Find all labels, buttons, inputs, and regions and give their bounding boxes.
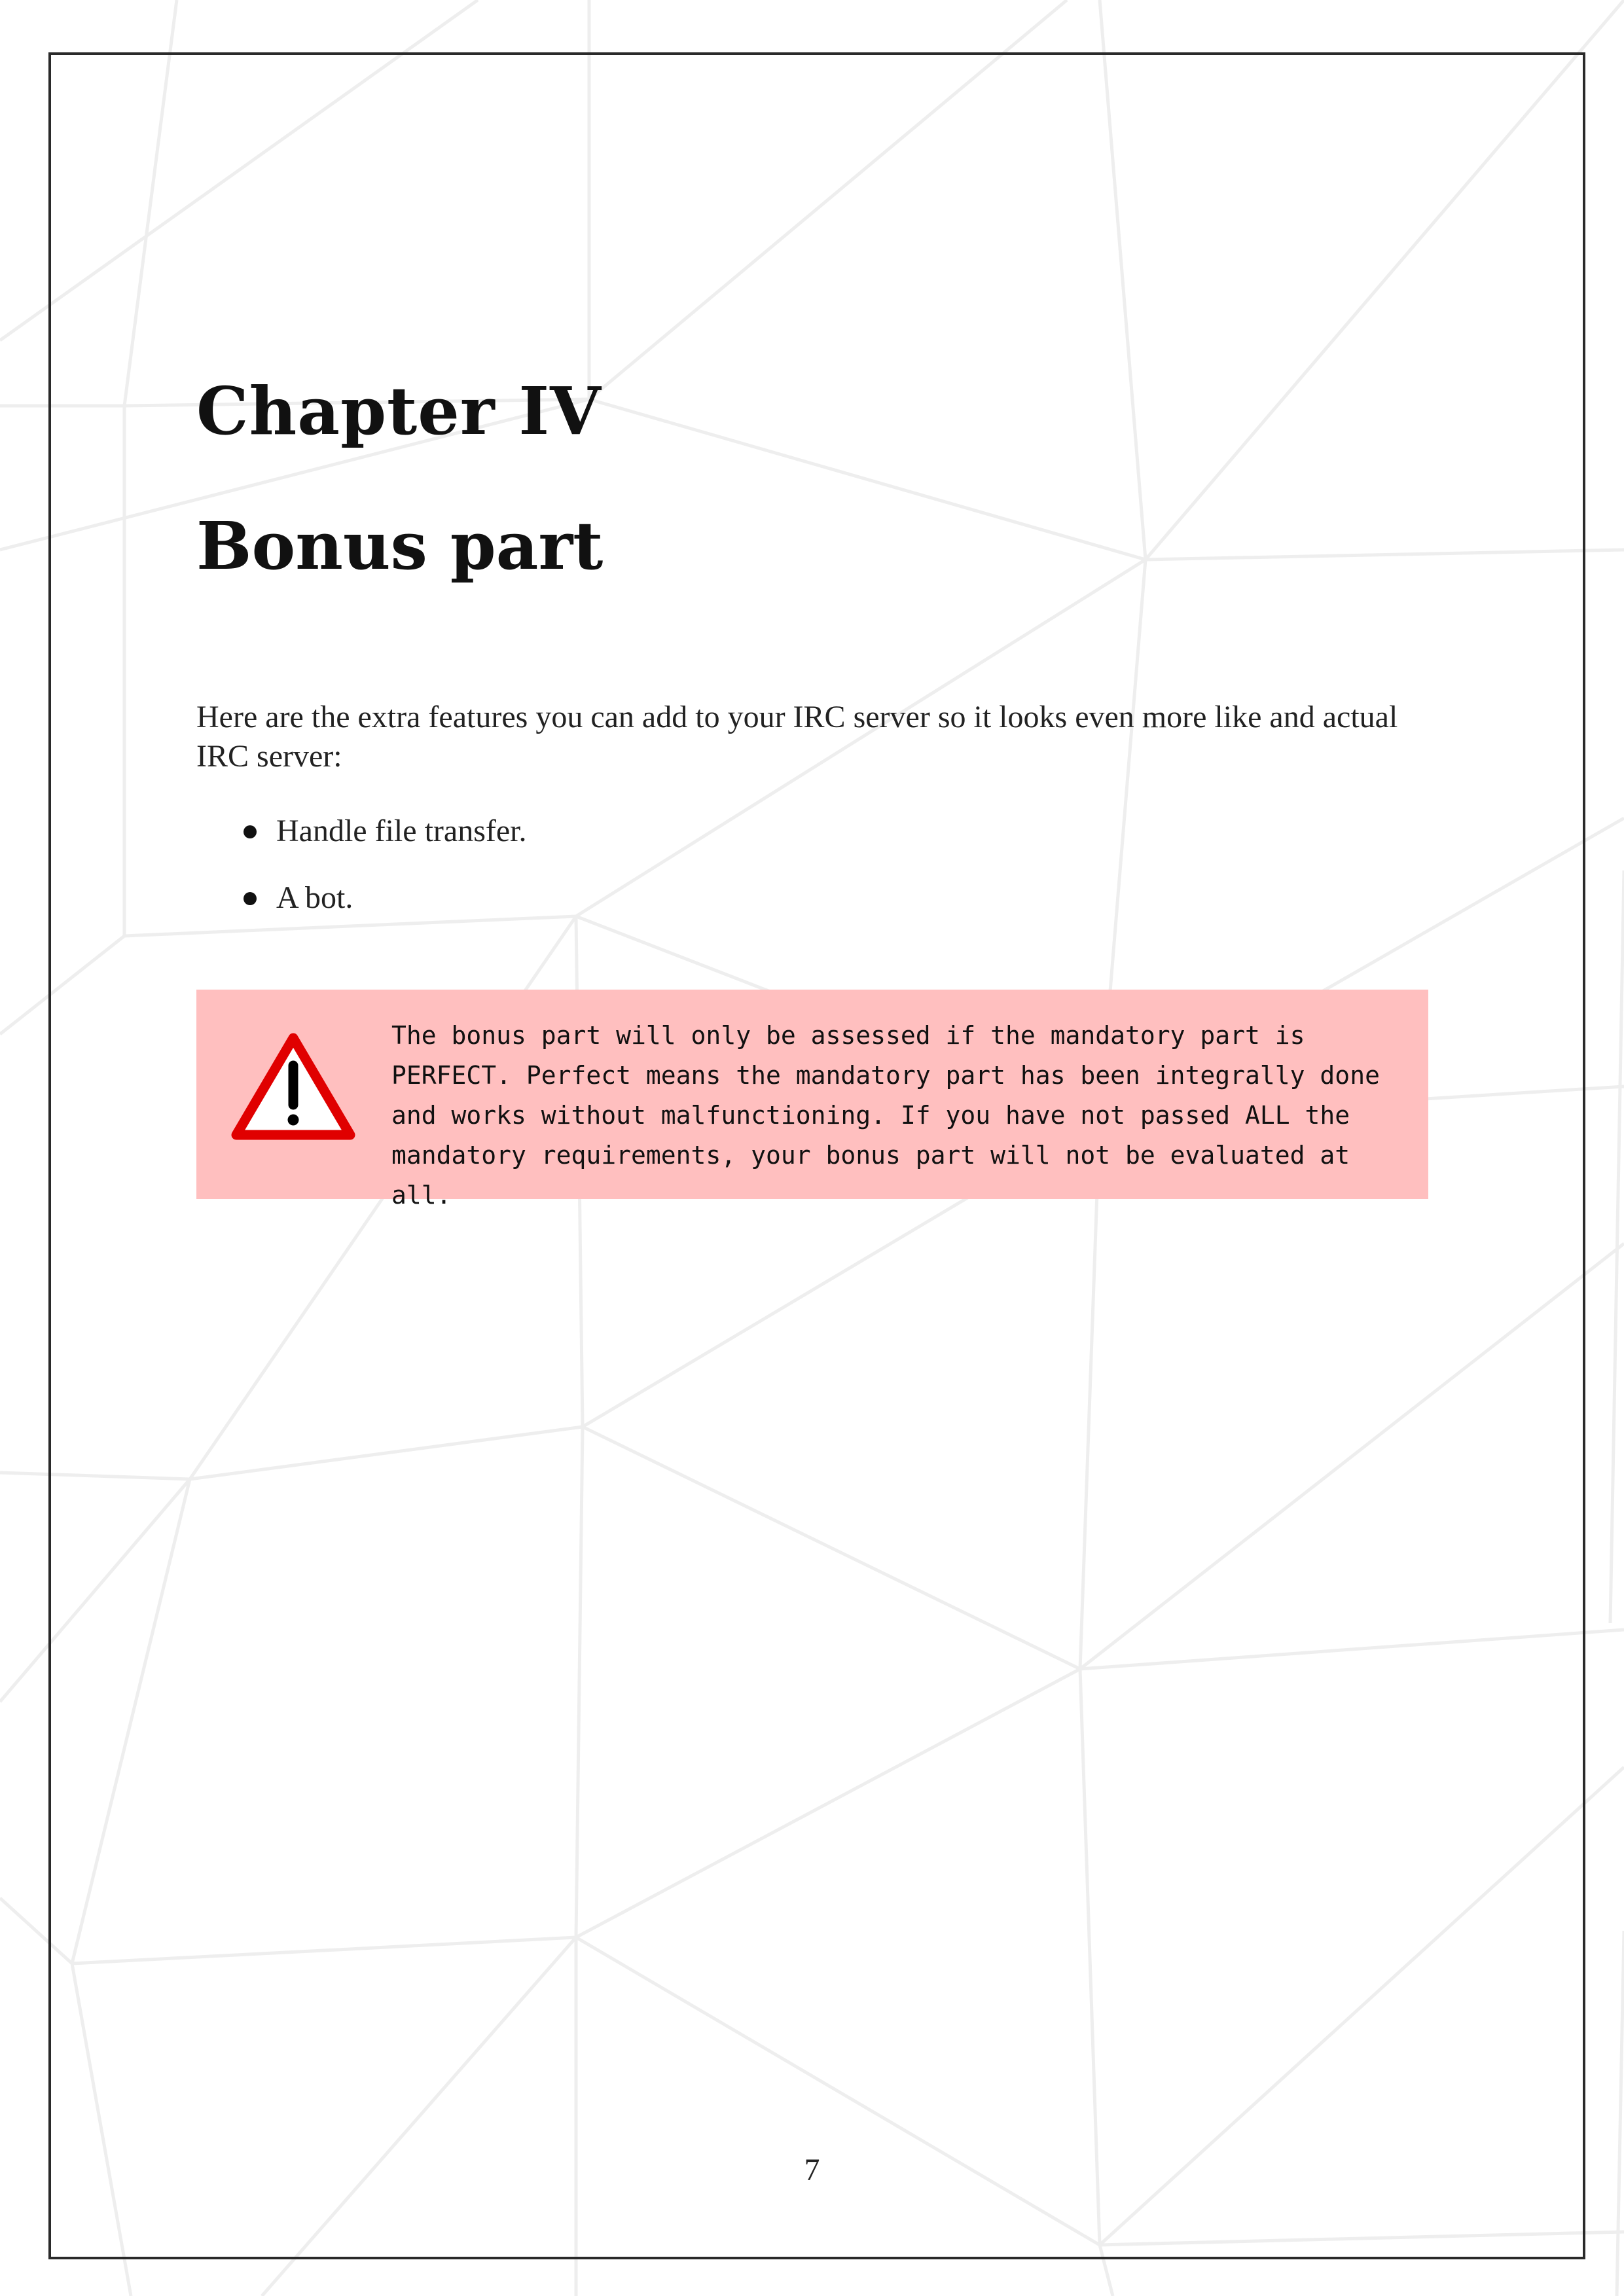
warning-text (391, 1016, 1413, 1215)
page-number: 7 (804, 2153, 820, 2187)
warning-line: The bonus part will only be assessed if the mandatory part is (391, 1021, 1305, 1050)
feature-text: Handle file transfer. (276, 814, 527, 848)
feature-list-item (196, 878, 527, 918)
warning-line: and works without malfunctioning. If you have not passed ALL the (391, 1101, 1350, 1130)
chapter-number-heading: Chapter IV (196, 372, 602, 450)
warning-line: PERFECT. Perfect means the mandatory part has been integrally done (391, 1061, 1380, 1090)
feature-list-item (196, 812, 527, 851)
warning-line: mandatory requirements, your bonus part will not be evaluated at all. (391, 1141, 1350, 1210)
feature-text: A bot. (276, 880, 353, 915)
warning-box (196, 990, 1428, 1210)
intro-paragraph: Here are the extra features you can add to your IRC server so it looks even more like and actual IRC server: (196, 700, 1398, 774)
warning-triangle-icon (231, 1031, 355, 1143)
bullet-icon (244, 825, 257, 838)
feature-list (196, 812, 527, 945)
bullet-icon (244, 892, 257, 905)
chapter-title-heading: Bonus part (196, 507, 604, 584)
